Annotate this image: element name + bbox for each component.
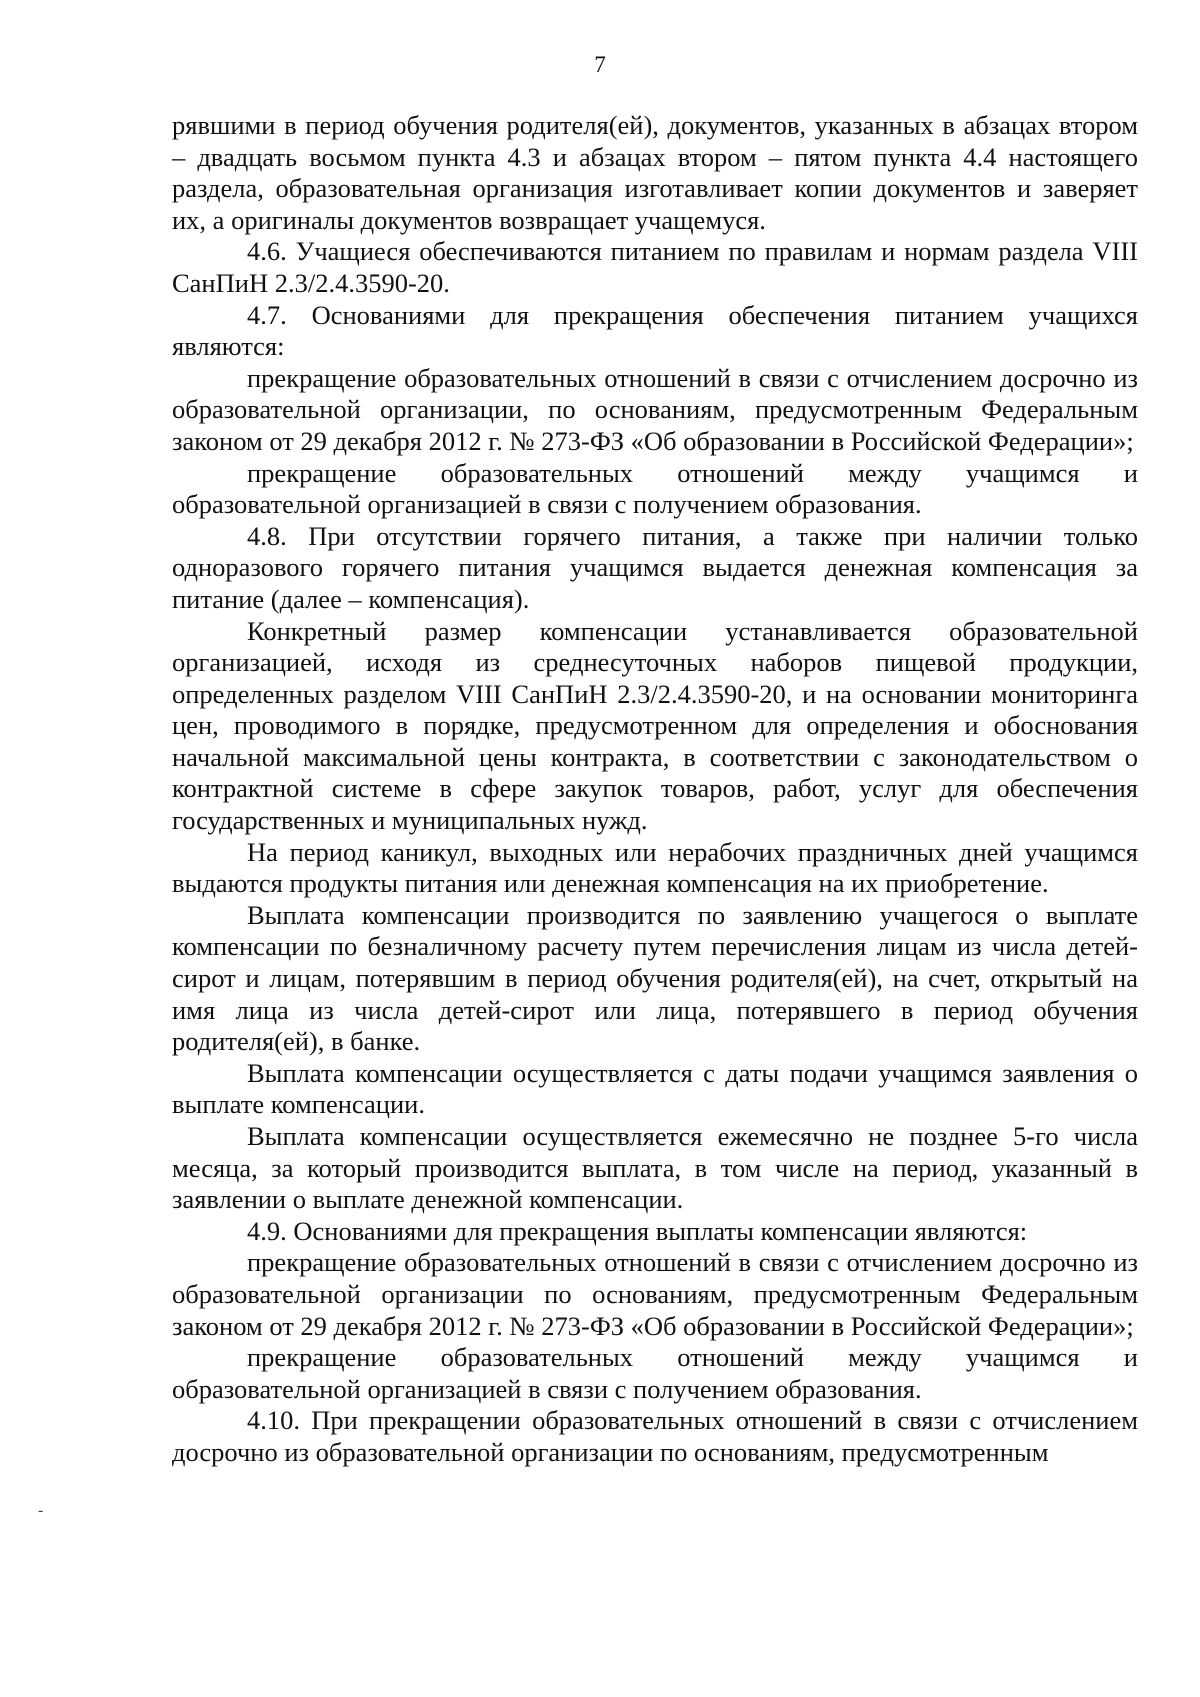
page-number: 7 — [594, 52, 606, 77]
paragraph-payment-method: Выплата компенсации производится по заявлению учащегося о выплате компенсации по безналичному расчету путем перечисления лицам из числа детей-сирот и лицам, потерявшим в период обучения родителя(ей), на счет, открытый на имя лица из числа детей-сирот или лица, потерявшего в период обучения родителя(ей), в банке. — [172, 899, 1138, 1057]
paragraph-4-7-item-1: прекращение образовательных отношений в связи с отчислением досрочно из образовательной организации, по основаниям, предусмотренным Федеральным законом от 29 декабря 2012 г. № 273-ФЗ «Об образовании в Российской Федерации»; — [172, 362, 1138, 456]
paragraph-4-7-item-2: прекращение образовательных отношений между учащимся и образовательной организацией в связи с получением образования. — [172, 457, 1138, 520]
paragraph-continuation: рявшими в период обучения родителя(ей), документов, указанных в абзацах втором – двадцать восьмом пункта 4.3 и абзацах втором – пятом пункта 4.4 настоящего раздела, образовательная организация изготавливает копии документов и заверяет их, а оригиналы документов возвращает учащемуся. — [172, 110, 1138, 235]
paragraph-holidays: На период каникул, выходных или нерабочих праздничных дней учащимся выдаются продукты питания или денежная компенсация на их приобретение. — [172, 836, 1138, 899]
paragraph-4-9: 4.9. Основаниями для прекращения выплаты компенсации являются: — [247, 1215, 1028, 1246]
paragraph-4-9-item-1: прекращение образовательных отношений в связи с отчислением досрочно из образовательной организации по основаниям, предусмотренным Федеральным законом от 29 декабря 2012 г. № 273-ФЗ «Об образовании в Российской Федерации»; — [172, 1247, 1138, 1341]
margin-mark: - — [38, 1502, 44, 1519]
paragraph-compensation-size: Конкретный размер компенсации устанавливается образовательной организацией, исходя из среднесуточных наборов пищевой продукции, определенных разделом VIII СанПиН 2.3/2.4.3590-20, и на основании мониторинга цен, проводимого в порядке, предусмотренном для определения и обоснования начальной максимальной цены контракта, в соответствии с законодательством о контрактной системе в сфере закупок товаров, работ, услуг для обеспечения государственных и муниципальных нужд. — [172, 615, 1138, 836]
paragraph-4-9-item-2: прекращение образовательных отношений между учащимся и образовательной организацией в связи с получением образования. — [172, 1342, 1138, 1404]
paragraph-4-7: 4.7. Основаниями для прекращения обеспечения питанием учащихся являются: — [172, 299, 1138, 362]
document-body — [172, 110, 1138, 1469]
paragraph-4-10: 4.10. При прекращении образовательных отношений в связи с отчислением досрочно из образовательной организации по основаниям, предусмотренным — [172, 1405, 1138, 1467]
paragraph-payment-start: Выплата компенсации осуществляется с даты подачи учащимся заявления о выплате компенсации. — [172, 1057, 1138, 1120]
paragraph-payment-schedule: Выплата компенсации осуществляется ежемесячно не позднее 5-го числа месяца, за который производится выплата, в том числе на период, указанный в заявлении о выплате денежной компенсации. — [172, 1121, 1138, 1215]
paragraph-4-6: 4.6. Учащиеся обеспечиваются питанием по правилам и нормам раздела VIII СанПиН 2.3/2.4.3590-20. — [172, 236, 1138, 298]
paragraph-4-8: 4.8. При отсутствии горячего питания, а также при наличии только одноразового горячего питания учащимся выдается денежная компенсация за питание (далее – компенсация). — [172, 520, 1138, 614]
